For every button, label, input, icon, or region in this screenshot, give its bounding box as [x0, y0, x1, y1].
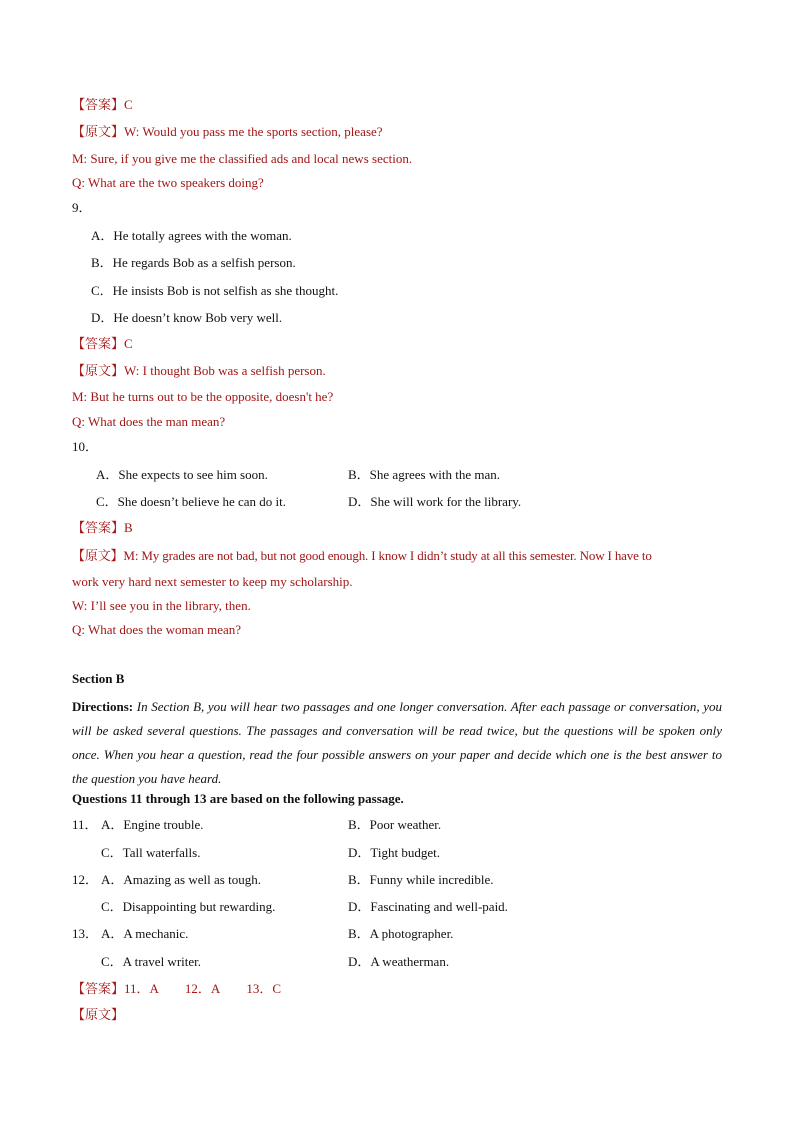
- transcript-tag: 【原文】: [72, 548, 124, 563]
- answer-value: C: [124, 336, 133, 351]
- transcript-line: M: Sure, if you give me the classified ads and local news section.: [72, 151, 413, 166]
- option-c: C．Tall waterfalls.: [101, 845, 201, 860]
- transcript-line: work very hard next semester to keep my scholarship.: [72, 574, 353, 589]
- transcript-line: W: I’ll see you in the library, then.: [72, 598, 251, 613]
- transcript-line: Q: What are the two speakers doing?: [72, 175, 264, 190]
- question-number: 11．: [72, 817, 98, 832]
- answer-line-10: [72, 520, 133, 536]
- transcript-line: Q: What does the man mean?: [72, 414, 226, 429]
- option-d: D．A weatherman.: [348, 954, 450, 969]
- transcript-text: W: I thought Bob was a selfish person.: [124, 363, 326, 378]
- option-c: C．Disappointing but rewarding.: [101, 899, 276, 914]
- transcript-line: [72, 1007, 124, 1023]
- option-a: A．Engine trouble.: [101, 817, 204, 832]
- option-d: D．Tight budget.: [348, 845, 440, 860]
- option-c: C．She doesn’t believe he can do it.: [96, 494, 287, 509]
- directions: [72, 695, 722, 791]
- question-number: 10．: [72, 439, 99, 454]
- transcript-tag: 【原文】: [72, 363, 125, 378]
- answer-tag: 【答案】: [72, 336, 125, 351]
- answer-line-8: [72, 97, 133, 113]
- answer-tag: 【答案】: [72, 97, 125, 112]
- section-title: Section B: [72, 671, 125, 686]
- option-b: B．Funny while incredible.: [348, 872, 494, 887]
- transcript-tag: 【原文】: [72, 124, 125, 139]
- answer-value: 12．A: [184, 981, 221, 996]
- option-d: D．She will work for the library.: [348, 494, 522, 509]
- transcript-line: [72, 124, 383, 140]
- answer-line-11-13: [72, 981, 281, 997]
- option-a: A．A mechanic.: [101, 926, 189, 941]
- option-b: B．He regards Bob as a selfish person.: [91, 255, 296, 270]
- transcript-line: M: But he turns out to be the opposite, doesn't he?: [72, 389, 334, 404]
- answer-tag: 【答案】: [72, 520, 125, 535]
- answer-tag: 【答案】: [72, 981, 125, 996]
- transcript-text: M: My grades are not bad, but not good enough. I know I didn’t study at all this semester. Now I have to: [123, 548, 652, 563]
- directions-label: Directions:: [72, 699, 134, 714]
- option-d: D．Fascinating and well-paid.: [348, 899, 508, 914]
- questions-heading: Questions 11 through 13 are based on the following passage.: [72, 791, 404, 806]
- option-a: A．She expects to see him soon.: [96, 467, 268, 482]
- transcript-text: W: Would you pass me the sports section, please?: [124, 124, 383, 139]
- transcript-tag: 【原文】: [72, 1007, 125, 1022]
- option-a: A．He totally agrees with the woman.: [91, 228, 292, 243]
- directions-text: In Section B, you will hear two passages and one longer conversation. After each passage or conversation, you will be asked several questions. The passages and conversation will be read twice, but the questions will be spoken only once. When you hear a question, read the four possible answers on your paper and decide which one is the best answer to the question you have heard.: [72, 699, 722, 786]
- question-number: 13．: [72, 926, 99, 941]
- option-b: B．Poor weather.: [348, 817, 442, 832]
- option-c: C．A travel writer.: [101, 954, 202, 969]
- answer-value: C: [124, 97, 133, 112]
- option-a: A．Amazing as well as tough.: [101, 872, 261, 887]
- transcript-line: [72, 548, 722, 564]
- transcript-line: [72, 363, 326, 379]
- answer-value: 13．C: [246, 981, 281, 996]
- option-d: D．He doesn’t know Bob very well.: [91, 310, 283, 325]
- question-number: 12．: [72, 872, 99, 887]
- answer-value: 11．A: [124, 981, 159, 996]
- answer-value: B: [124, 520, 133, 535]
- answer-line-9: [72, 336, 133, 352]
- option-b: B．A photographer.: [348, 926, 454, 941]
- option-c: C．He insists Bob is not selfish as she thought.: [91, 283, 339, 298]
- transcript-line: Q: What does the woman mean?: [72, 622, 242, 637]
- option-b: B．She agrees with the man.: [348, 467, 500, 482]
- question-number: 9．: [72, 200, 92, 215]
